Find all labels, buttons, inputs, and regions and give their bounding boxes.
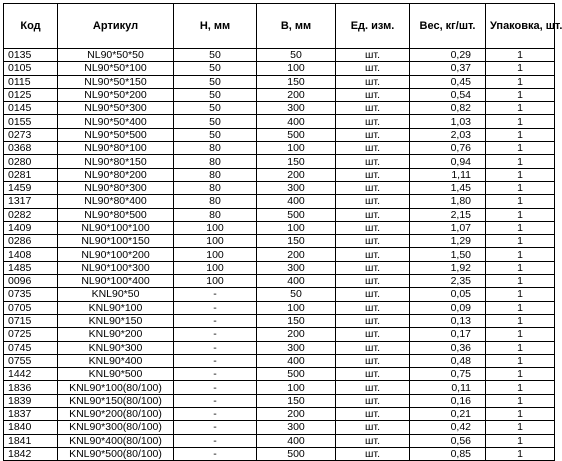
cell-code: 0735 <box>4 288 58 301</box>
cell-height: 50 <box>174 49 257 62</box>
cell-width: 150 <box>257 394 336 407</box>
cell-article: NL90*80*400 <box>58 195 174 208</box>
cell-height: 80 <box>174 195 257 208</box>
cell-code: 1485 <box>4 261 58 274</box>
cell-code: 1837 <box>4 408 58 421</box>
cell-weight: 0,54 <box>410 88 486 101</box>
cell-weight: 1,29 <box>410 235 486 248</box>
cell-package: 1 <box>486 434 555 447</box>
cell-article: KNL90*400 <box>58 354 174 367</box>
cell-code: 0745 <box>4 341 58 354</box>
header-cell-package: Упаковка, шт. <box>486 4 555 49</box>
cell-height: - <box>174 328 257 341</box>
cell-code: 0155 <box>4 115 58 128</box>
cell-weight: 0,37 <box>410 62 486 75</box>
cell-article: NL90*50*100 <box>58 62 174 75</box>
cell-weight: 0,48 <box>410 354 486 367</box>
cell-article: NL90*100*300 <box>58 261 174 274</box>
header-cell-width: В, мм <box>257 4 336 49</box>
cell-article: KNL90*400(80/100) <box>58 434 174 447</box>
cell-width: 500 <box>257 368 336 381</box>
cell-article: KNL90*300 <box>58 341 174 354</box>
cell-package: 1 <box>486 447 555 460</box>
cell-width: 150 <box>257 155 336 168</box>
cell-article: NL90*50*50 <box>58 49 174 62</box>
cell-weight: 2,35 <box>410 275 486 288</box>
cell-width: 150 <box>257 314 336 327</box>
table-row <box>4 195 555 208</box>
cell-weight: 0,11 <box>410 381 486 394</box>
cell-article: NL90*80*500 <box>58 208 174 221</box>
cell-height: 50 <box>174 115 257 128</box>
cell-code: 0282 <box>4 208 58 221</box>
cell-article: KNL90*50 <box>58 288 174 301</box>
cell-height: - <box>174 314 257 327</box>
cell-article: NL90*50*200 <box>58 88 174 101</box>
cell-weight: 1,92 <box>410 261 486 274</box>
table-body <box>4 49 555 461</box>
cell-unit: шт. <box>336 142 410 155</box>
cell-article: NL90*80*200 <box>58 168 174 181</box>
table-row <box>4 354 555 367</box>
cell-height: 80 <box>174 168 257 181</box>
table-row <box>4 168 555 181</box>
cell-weight: 0,94 <box>410 155 486 168</box>
cell-code: 0145 <box>4 102 58 115</box>
table-row <box>4 381 555 394</box>
cell-package: 1 <box>486 341 555 354</box>
table-row <box>4 62 555 75</box>
cell-article: NL90*100*100 <box>58 221 174 234</box>
cell-width: 400 <box>257 275 336 288</box>
cell-height: - <box>174 434 257 447</box>
cell-weight: 2,15 <box>410 208 486 221</box>
table-row <box>4 341 555 354</box>
table-row <box>4 155 555 168</box>
cell-article: KNL90*150 <box>58 314 174 327</box>
cell-unit: шт. <box>336 181 410 194</box>
cell-height: 50 <box>174 102 257 115</box>
cell-unit: шт. <box>336 261 410 274</box>
cell-code: 1408 <box>4 248 58 261</box>
cell-weight: 0,85 <box>410 447 486 460</box>
cell-code: 0273 <box>4 128 58 141</box>
cell-code: 0135 <box>4 49 58 62</box>
cell-unit: шт. <box>336 115 410 128</box>
cell-article: KNL90*200(80/100) <box>58 408 174 421</box>
cell-weight: 1,11 <box>410 168 486 181</box>
cell-code: 0725 <box>4 328 58 341</box>
cell-package: 1 <box>486 221 555 234</box>
cell-unit: шт. <box>336 62 410 75</box>
cell-width: 300 <box>257 102 336 115</box>
cell-unit: шт. <box>336 155 410 168</box>
cell-width: 300 <box>257 181 336 194</box>
cell-article: NL90*80*300 <box>58 181 174 194</box>
cell-width: 100 <box>257 381 336 394</box>
cell-weight: 1,45 <box>410 181 486 194</box>
cell-code: 0125 <box>4 88 58 101</box>
cell-package: 1 <box>486 301 555 314</box>
table-row <box>4 434 555 447</box>
table-row <box>4 221 555 234</box>
cell-weight: 0,76 <box>410 142 486 155</box>
header-cell-code: Код <box>4 4 58 49</box>
cell-article: NL90*100*200 <box>58 248 174 261</box>
cell-package: 1 <box>486 261 555 274</box>
cell-article: NL90*50*150 <box>58 75 174 88</box>
table-row <box>4 142 555 155</box>
cell-height: 100 <box>174 275 257 288</box>
table-row <box>4 314 555 327</box>
cell-height: - <box>174 381 257 394</box>
cell-code: 0105 <box>4 62 58 75</box>
cell-package: 1 <box>486 62 555 75</box>
cell-code: 0280 <box>4 155 58 168</box>
cell-code: 1442 <box>4 368 58 381</box>
cell-code: 1842 <box>4 447 58 460</box>
cell-code: 0755 <box>4 354 58 367</box>
header-cell-weight: Вес, кг/шт. <box>410 4 486 49</box>
cell-width: 300 <box>257 261 336 274</box>
cell-unit: шт. <box>336 221 410 234</box>
cell-height: - <box>174 354 257 367</box>
cell-package: 1 <box>486 115 555 128</box>
header-cell-unit: Ед. изм. <box>336 4 410 49</box>
cell-height: 100 <box>174 221 257 234</box>
cell-unit: шт. <box>336 75 410 88</box>
cell-weight: 0,29 <box>410 49 486 62</box>
cell-height: - <box>174 421 257 434</box>
cell-package: 1 <box>486 102 555 115</box>
cell-unit: шт. <box>336 434 410 447</box>
cell-code: 0096 <box>4 275 58 288</box>
cell-height: 50 <box>174 88 257 101</box>
cell-code: 0705 <box>4 301 58 314</box>
cell-code: 1841 <box>4 434 58 447</box>
cell-height: 50 <box>174 128 257 141</box>
cell-article: NL90*80*100 <box>58 142 174 155</box>
cell-width: 400 <box>257 195 336 208</box>
cell-unit: шт. <box>336 168 410 181</box>
cell-code: 1839 <box>4 394 58 407</box>
cell-width: 150 <box>257 235 336 248</box>
cell-height: 50 <box>174 62 257 75</box>
cell-article: KNL90*100(80/100) <box>58 381 174 394</box>
cell-article: KNL90*200 <box>58 328 174 341</box>
cell-package: 1 <box>486 155 555 168</box>
table-row <box>4 408 555 421</box>
cell-weight: 1,80 <box>410 195 486 208</box>
cell-width: 400 <box>257 354 336 367</box>
cell-height: 100 <box>174 261 257 274</box>
cell-unit: шт. <box>336 275 410 288</box>
cell-unit: шт. <box>336 128 410 141</box>
cell-package: 1 <box>486 408 555 421</box>
table-row <box>4 128 555 141</box>
cell-package: 1 <box>486 235 555 248</box>
cell-unit: шт. <box>336 341 410 354</box>
cell-package: 1 <box>486 314 555 327</box>
cell-article: KNL90*500(80/100) <box>58 447 174 460</box>
cell-package: 1 <box>486 328 555 341</box>
cell-width: 300 <box>257 341 336 354</box>
header-cell-height: Н, мм <box>174 4 257 49</box>
cell-unit: шт. <box>336 88 410 101</box>
cell-height: - <box>174 394 257 407</box>
cell-unit: шт. <box>336 421 410 434</box>
table-row <box>4 301 555 314</box>
cell-unit: шт. <box>336 208 410 221</box>
cell-weight: 0,13 <box>410 314 486 327</box>
cell-height: 50 <box>174 75 257 88</box>
cell-unit: шт. <box>336 408 410 421</box>
cell-weight: 1,50 <box>410 248 486 261</box>
table-row <box>4 328 555 341</box>
product-table-container <box>3 3 562 461</box>
cell-weight: 0,21 <box>410 408 486 421</box>
cell-unit: шт. <box>336 447 410 460</box>
table-row <box>4 447 555 460</box>
cell-code: 1317 <box>4 195 58 208</box>
cell-unit: шт. <box>336 381 410 394</box>
cell-width: 200 <box>257 408 336 421</box>
cell-package: 1 <box>486 248 555 261</box>
table-row <box>4 88 555 101</box>
cell-height: - <box>174 301 257 314</box>
cell-package: 1 <box>486 288 555 301</box>
cell-unit: шт. <box>336 235 410 248</box>
cell-package: 1 <box>486 275 555 288</box>
cell-article: KNL90*300(80/100) <box>58 421 174 434</box>
cell-article: NL90*50*500 <box>58 128 174 141</box>
table-row <box>4 115 555 128</box>
cell-package: 1 <box>486 181 555 194</box>
cell-width: 300 <box>257 421 336 434</box>
cell-unit: шт. <box>336 328 410 341</box>
cell-weight: 1,03 <box>410 115 486 128</box>
cell-package: 1 <box>486 208 555 221</box>
product-table <box>3 3 562 461</box>
cell-height: 80 <box>174 155 257 168</box>
cell-weight: 0,42 <box>410 421 486 434</box>
cell-weight: 0,09 <box>410 301 486 314</box>
cell-article: KNL90*150(80/100) <box>58 394 174 407</box>
cell-package: 1 <box>486 128 555 141</box>
header-cell-article: Артикул <box>58 4 174 49</box>
table-row <box>4 181 555 194</box>
cell-package: 1 <box>486 75 555 88</box>
cell-height: 100 <box>174 248 257 261</box>
cell-unit: шт. <box>336 288 410 301</box>
cell-weight: 0,82 <box>410 102 486 115</box>
cell-unit: шт. <box>336 394 410 407</box>
cell-package: 1 <box>486 354 555 367</box>
cell-package: 1 <box>486 381 555 394</box>
table-row <box>4 368 555 381</box>
cell-unit: шт. <box>336 368 410 381</box>
cell-width: 100 <box>257 221 336 234</box>
cell-package: 1 <box>486 195 555 208</box>
cell-width: 50 <box>257 49 336 62</box>
cell-weight: 0,17 <box>410 328 486 341</box>
cell-width: 200 <box>257 168 336 181</box>
cell-package: 1 <box>486 421 555 434</box>
cell-width: 200 <box>257 88 336 101</box>
table-row <box>4 261 555 274</box>
cell-width: 500 <box>257 208 336 221</box>
cell-unit: шт. <box>336 314 410 327</box>
cell-weight: 0,56 <box>410 434 486 447</box>
cell-weight: 1,07 <box>410 221 486 234</box>
cell-package: 1 <box>486 394 555 407</box>
cell-article: NL90*80*150 <box>58 155 174 168</box>
cell-code: 1409 <box>4 221 58 234</box>
cell-code: 1459 <box>4 181 58 194</box>
cell-height: 80 <box>174 181 257 194</box>
cell-height: - <box>174 341 257 354</box>
cell-code: 0281 <box>4 168 58 181</box>
cell-package: 1 <box>486 368 555 381</box>
table-row <box>4 394 555 407</box>
cell-code: 1836 <box>4 381 58 394</box>
header-row <box>4 4 555 49</box>
table-row <box>4 102 555 115</box>
table-row <box>4 75 555 88</box>
table-row <box>4 235 555 248</box>
cell-height: - <box>174 447 257 460</box>
cell-width: 500 <box>257 128 336 141</box>
cell-weight: 0,36 <box>410 341 486 354</box>
cell-unit: шт. <box>336 248 410 261</box>
cell-article: NL90*50*400 <box>58 115 174 128</box>
table-row <box>4 208 555 221</box>
cell-width: 100 <box>257 301 336 314</box>
cell-article: NL90*100*400 <box>58 275 174 288</box>
cell-unit: шт. <box>336 301 410 314</box>
table-row <box>4 275 555 288</box>
cell-width: 500 <box>257 447 336 460</box>
cell-width: 200 <box>257 328 336 341</box>
cell-weight: 0,16 <box>410 394 486 407</box>
cell-weight: 2,03 <box>410 128 486 141</box>
cell-unit: шт. <box>336 49 410 62</box>
cell-code: 0286 <box>4 235 58 248</box>
table-row <box>4 421 555 434</box>
cell-article: NL90*100*150 <box>58 235 174 248</box>
table-row <box>4 248 555 261</box>
cell-weight: 0,05 <box>410 288 486 301</box>
cell-width: 400 <box>257 115 336 128</box>
cell-unit: шт. <box>336 195 410 208</box>
table-header <box>4 4 562 49</box>
cell-height: - <box>174 408 257 421</box>
cell-code: 0368 <box>4 142 58 155</box>
cell-article: KNL90*100 <box>58 301 174 314</box>
cell-height: 80 <box>174 208 257 221</box>
cell-code: 0115 <box>4 75 58 88</box>
cell-width: 150 <box>257 75 336 88</box>
cell-article: NL90*50*300 <box>58 102 174 115</box>
cell-width: 200 <box>257 248 336 261</box>
cell-weight: 0,75 <box>410 368 486 381</box>
cell-height: 100 <box>174 235 257 248</box>
cell-width: 100 <box>257 62 336 75</box>
cell-code: 1840 <box>4 421 58 434</box>
cell-code: 0715 <box>4 314 58 327</box>
cell-height: 80 <box>174 142 257 155</box>
cell-weight: 0,45 <box>410 75 486 88</box>
cell-unit: шт. <box>336 102 410 115</box>
cell-package: 1 <box>486 142 555 155</box>
cell-package: 1 <box>486 88 555 101</box>
cell-package: 1 <box>486 168 555 181</box>
cell-width: 50 <box>257 288 336 301</box>
table-row <box>4 49 555 62</box>
cell-width: 400 <box>257 434 336 447</box>
cell-package: 1 <box>486 49 555 62</box>
cell-width: 100 <box>257 142 336 155</box>
table-row <box>4 288 555 301</box>
cell-unit: шт. <box>336 354 410 367</box>
cell-article: KNL90*500 <box>58 368 174 381</box>
cell-height: - <box>174 368 257 381</box>
cell-height: - <box>174 288 257 301</box>
